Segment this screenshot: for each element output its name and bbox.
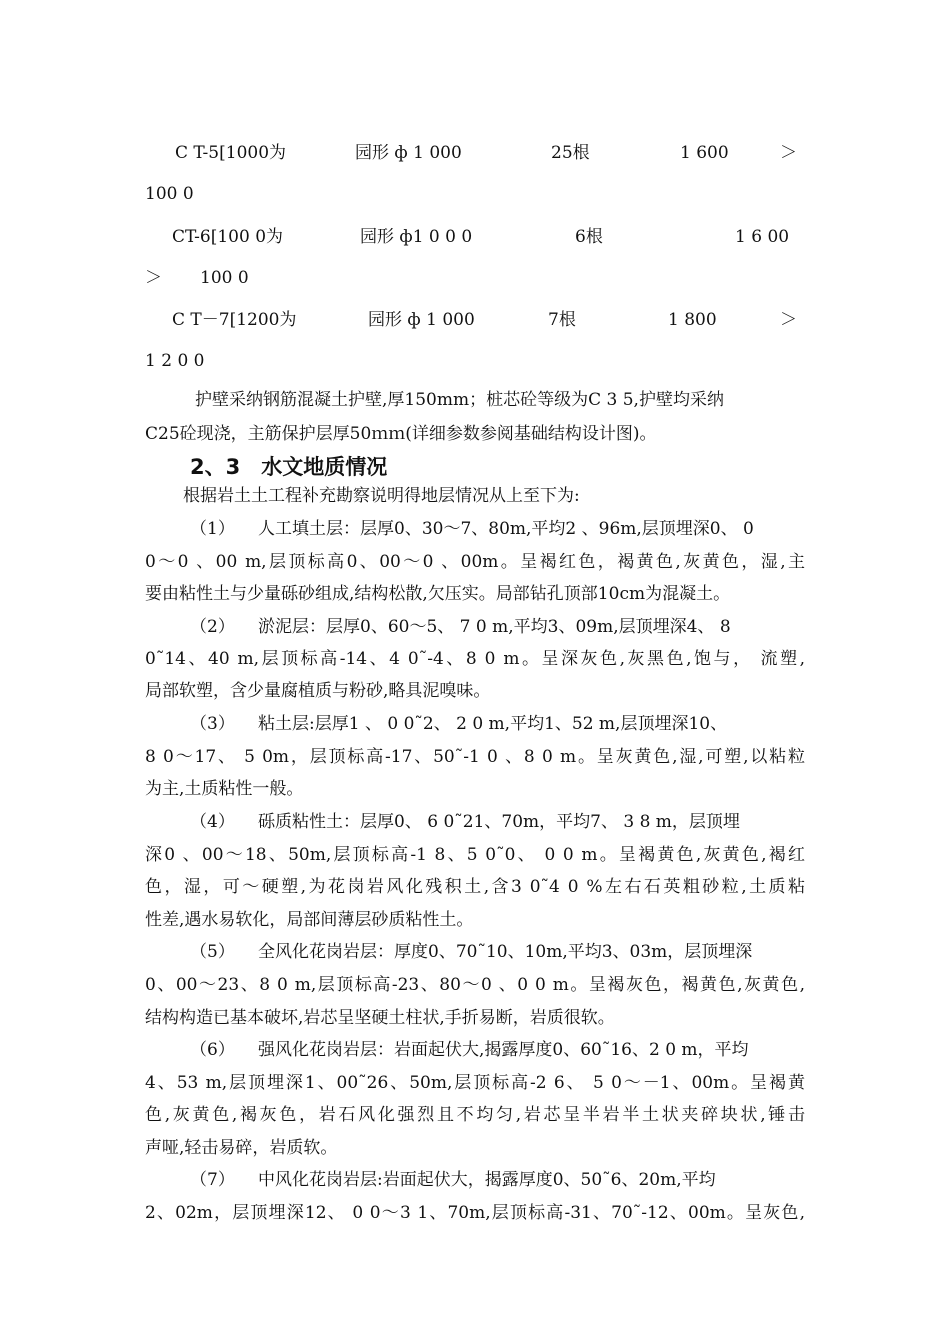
- layer-text-line: 0、00～23、8 0 m,层顶标高-23、80～0 、0 0 m。呈褐灰色，褐黄色,灰黄色,: [145, 975, 805, 995]
- layer-item: [190, 1039, 749, 1061]
- pile-shape: 园形 ф 1 000: [355, 143, 462, 163]
- layer-item: [190, 941, 752, 963]
- layer-item: [190, 1169, 716, 1191]
- pile-shape: 园形 ф1 0 0 0: [360, 227, 473, 247]
- layer-text-line: 4、53 m,层顶埋深1、00˜26、50m,层顶标高-2 6、 5 0～－1、00m。呈褐黄: [145, 1073, 805, 1093]
- pile-gt: ＞: [780, 310, 797, 330]
- pile-length: 1 6 00: [735, 227, 790, 247]
- layer-index: （2）: [190, 617, 235, 637]
- layer-text-line: 色,灰黄色,褐灰色，岩石风化强烈且不均匀,岩芯呈半岩半土状夹碎块状,锤击: [145, 1105, 805, 1125]
- pile-name: C T－7[1200为: [172, 310, 297, 330]
- layer-index: （3）: [190, 714, 235, 734]
- pile-length: 1 800: [668, 310, 717, 330]
- wall-paragraph-line: 护壁采纳钢筋混凝土护壁,厚150mm；桩芯砼等级为C 3 5,护壁均采纳: [195, 390, 724, 410]
- layer-text-line: 结构构造已基本破坏,岩芯呈坚硬土柱状,手折易断，岩质很软。: [145, 1008, 615, 1028]
- layer-text-line: 声哑,轻击易碎，岩质软。: [145, 1138, 338, 1158]
- layer-index: （1）: [190, 519, 235, 539]
- layer-index: （4）: [190, 812, 235, 832]
- pile-row: [0, 142, 950, 164]
- layer-index: （7）: [190, 1170, 235, 1190]
- layer-text-line: 要由粘性土与少量砾砂组成,结构松散,欠压实。局部钻孔顶部10cm为混凝土。: [145, 584, 731, 604]
- layer-text-line: 为主,土质粘性一般。: [145, 779, 304, 799]
- pile-count: 7根: [548, 310, 576, 330]
- layer-index: （6）: [190, 1040, 235, 1060]
- pile-length: 1 600: [680, 143, 729, 163]
- layer-index: （5）: [190, 942, 235, 962]
- layer-text-line: 深0 、00～18、50m,层顶标高-1 8、5 0˜0、 0 0 m。呈褐黄色,灰黄色,褐红: [145, 845, 805, 865]
- wall-paragraph-line: C25砼现浇，主筋保护层厚50ｍｍ(详细参数参阅基础结构设计图)。: [145, 424, 657, 444]
- layer-text: 强风化花岗岩层：岩面起伏大,揭露厚度0、60˜16、2 0 m，平均: [258, 1040, 749, 1060]
- pile-row: [0, 309, 950, 331]
- layer-text: 淤泥层：层厚0、60～5、 7 0 m,平均3、09m,层顶埋深4、 8: [258, 617, 731, 637]
- layer-text-line: 0˜14、40 m,层顶标高-14、4 0˜-4、8 0 m。呈深灰色,灰黑色,饱与， 流塑,: [145, 649, 805, 669]
- layer-text-line: 8 0～17、 5 0m，层顶标高-17、50˜-1 0 、8 0 m。呈灰黄色,湿,可塑,以粘粒: [145, 747, 805, 767]
- pile-count: 6根: [575, 227, 603, 247]
- section-heading: 2、3 水文地质情况: [190, 455, 388, 479]
- layer-text-line: 色，湿，可～硬塑,为花岗岩风化残积土,含3 0˜4 0 %左右石英粗砂粒,土质粘: [145, 877, 805, 897]
- layer-item: [190, 713, 727, 735]
- pile-name: CT-6[100 0为: [172, 227, 284, 247]
- layer-text: 砾质粘性土：层厚0、 6 0˜21、70m，平均7、 3 8 m，层顶埋: [258, 812, 740, 832]
- layer-text: 全风化花岗岩层：厚度0、70˜10、10m,平均3、03m，层顶埋深: [258, 942, 753, 962]
- layer-text: 人工填土层：层厚0、30～7、80m,平均2 、96m,层顶埋深0、 0: [258, 519, 754, 539]
- layer-text: 中风化花岗岩层:岩面起伏大，揭露厚度0、50˜6、20m,平均: [258, 1170, 716, 1190]
- pile-row: [0, 226, 950, 248]
- layer-text-line: 2、02m，层顶埋深12、 0 0～3 1、70m,层顶标高-31、70˜-12、00m。呈灰色,: [145, 1203, 805, 1223]
- pile-continuation: 1 2 0 0: [145, 351, 205, 371]
- pile-count: 25根: [551, 143, 590, 163]
- layer-text-line: 局部软塑，含少量腐植质与粉砂,略具泥嗅味。: [145, 681, 491, 701]
- pile-row-continuation: [0, 267, 950, 289]
- pile-shape: 园形 ф 1 000: [368, 310, 475, 330]
- intro-line: 根据岩土土工程补充勘察说明得地层情况从上至下为:: [183, 486, 580, 506]
- layer-item: [190, 811, 740, 833]
- layer-text-line: 0～0 、00 m,层顶标高0、00～0 、00m。呈褐红色，褐黄色,灰黄色，湿,主: [145, 552, 805, 572]
- pile-name: C T-5[1000为: [175, 143, 287, 163]
- pile-gt: ＞: [145, 268, 162, 288]
- layer-text-line: 性差,遇水易软化，局部间薄层砂质粘性土。: [145, 910, 474, 930]
- pile-continuation: 100 0: [145, 184, 194, 204]
- layer-text: 粘土层:层厚1 、 0 0˜2、 2 0 m,平均1、52 m,层顶埋深10、: [258, 714, 728, 734]
- pile-gt: ＞: [780, 143, 797, 163]
- pile-continuation: 100 0: [200, 268, 249, 288]
- layer-item: [190, 518, 754, 540]
- layer-item: [190, 616, 731, 638]
